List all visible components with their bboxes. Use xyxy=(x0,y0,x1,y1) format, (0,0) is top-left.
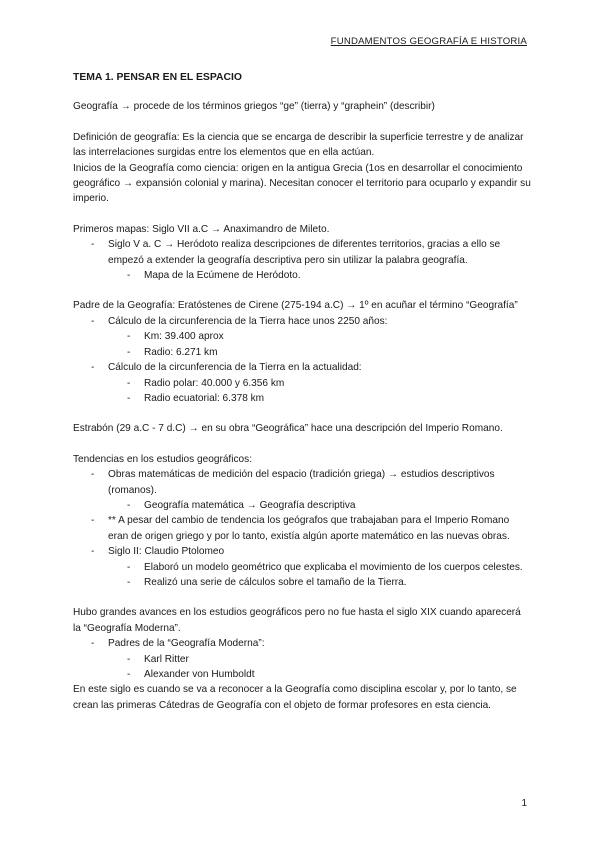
list-item: - Cálculo de la circunferencia de la Tierra hace unos 2250 años: xyxy=(73,314,531,329)
list-item: - Radio polar: 40.000 y 6.356 km xyxy=(73,376,531,391)
page-title: TEMA 1. PENSAR EN EL ESPACIO xyxy=(73,72,242,83)
paragraph-avances: Hubo grandes avances en los estudios geográficos pero no fue hasta el siglo XIX cuando aparecerá la “Geografía Moderna”. xyxy=(73,607,521,634)
list-item: - Siglo V a. C → Heródoto realiza descripciones de diferentes territorios, gracias a ello se empezó a extender la geografía descriptiva pero sin utilizar la palabra geografía. xyxy=(73,237,531,268)
list-item: - Radio ecuatorial: 6.378 km xyxy=(73,391,531,406)
list-item: - Alexander von Humboldt xyxy=(73,667,531,682)
paragraph-mapas: Primeros mapas: Siglo VII a.C → Anaximandro de Mileto. xyxy=(73,223,330,235)
list-item: - Radio: 6.271 km xyxy=(73,345,531,360)
paragraph-estrabon: Estrabón (29 a.C - 7 d.C) → en su obra “Geográfica” hace una descripción del Imperio Romano. xyxy=(73,423,503,435)
page-number: 1 xyxy=(521,798,527,809)
list-item: - Karl Ritter xyxy=(73,652,531,667)
list-item: - Km: 39.400 aprox xyxy=(73,329,531,344)
list-item: - Siglo II: Claudio Ptolomeo xyxy=(73,544,531,559)
page-header: FUNDAMENTOS GEOGRAFÍA E HISTORIA xyxy=(330,36,527,47)
list-item: - Padres de la “Geografía Moderna”: xyxy=(73,636,531,651)
list-item: - Realizó una serie de cálculos sobre el tamaño de la Tierra. xyxy=(73,575,531,590)
list-item: - Elaboró un modelo geométrico que explicaba el movimiento de los cuerpos celestes. xyxy=(73,560,531,575)
list-item: - ** A pesar del cambio de tendencia los geógrafos que trabajaban para el Imperio Romano eran de origen griego y por lo tanto, existía algún aporte matemático en las nuevas obras. xyxy=(73,513,531,544)
paragraph-definicion: Definición de geografía: Es la ciencia que se encarga de describir la superficie terrestre y de analizar las interrelaciones surgidas entre los elementos que en ella actúan. xyxy=(73,131,524,159)
paragraph-final: En este siglo es cuando se va a reconocer a la Geografía como disciplina escolar y, por lo tanto, se crean las primeras Cátedras de Geografía con el objeto de formar profesores en esta ciencia. xyxy=(73,684,517,711)
list-item: - Cálculo de la circunferencia de la Tierra en la actualidad: xyxy=(73,360,531,375)
paragraph-etimologia: Geografía → procede de los términos griegos “ge” (tierra) y “graphein” (describir) xyxy=(73,101,435,113)
paragraph-padre: Padre de la Geografía: Eratóstenes de Cirene (275-194 a.C) → 1º en acuñar el término “Geografía” xyxy=(73,300,518,312)
paragraph-tendencias: Tendencias en los estudios geográficos: xyxy=(73,453,252,465)
list-item: - Mapa de la Ecúmene de Heródoto. xyxy=(73,268,531,283)
document-body xyxy=(73,70,531,713)
paragraph-inicios: Inicios de la Geografía como ciencia: origen en la antigua Grecia (1os en desarrollar el conocimiento geográfico → expansión colonial y marina). Necesitan conocer el territorio para ocuparlo y expandir su imperio. xyxy=(73,162,531,205)
list-item: - Obras matemáticas de medición del espacio (tradición griega) → estudios descriptivos (romanos). xyxy=(73,467,531,498)
list-item: - Geografía matemática → Geografía descriptiva xyxy=(73,498,531,513)
